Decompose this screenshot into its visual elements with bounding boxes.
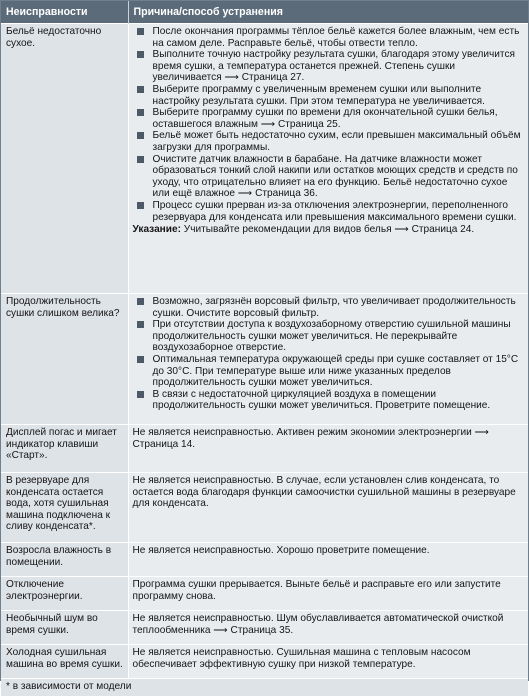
list-item: Выберите программу сушки по времени для окончательной сушки белья, оставшегося влажным ⟶ Страница 25. bbox=[133, 107, 526, 130]
bullet-square-icon bbox=[137, 156, 144, 163]
bullet-square-icon bbox=[137, 298, 144, 305]
fault-cell: В резервуаре для конденсата остается вода, хотя сушильная машина подключена к сливу конденсата*. bbox=[1, 473, 128, 543]
bullet-square-icon bbox=[137, 28, 144, 35]
fault-cell: Дисплей погас и мигает индикатор клавиши «Старт». bbox=[1, 425, 128, 473]
list-item: В связи с недостаточной циркуляцией воздуха в помещении продолжительность сушки может увеличиться. Проветрите помещение. bbox=[133, 389, 526, 412]
list-item: При отсутствии доступа к воздухозаборному отверстию сушильной машины продолжительность сушки может увеличиться. Не перекрывайте воздухозаборное отверстие. bbox=[133, 319, 526, 354]
cause-cell bbox=[128, 24, 528, 294]
bullet-square-icon bbox=[137, 51, 144, 58]
footnote: * в зависимости от модели bbox=[1, 679, 528, 696]
table-row bbox=[1, 577, 528, 611]
header-faults: Неисправности bbox=[1, 1, 128, 24]
table-row bbox=[1, 425, 528, 473]
fault-cell: Необычный шум во время сушки. bbox=[1, 611, 128, 645]
bullet-square-icon bbox=[137, 391, 144, 398]
cause-cell: Не является неисправностью. Шум обуславливается автоматической очисткой теплообменника ⟶ Страница 35. bbox=[128, 611, 528, 645]
header-cause-remedy: Причина/способ устранения bbox=[128, 1, 528, 24]
table-row bbox=[1, 473, 528, 543]
note-label: Указание: bbox=[132, 224, 181, 236]
fault-cell: Отключение электроэнергии. bbox=[1, 577, 128, 611]
list-item: Очистите датчик влажности в барабане. На датчике влажности может образоваться тонкий слой накипи или остатков моющих средств и средств по уходу, что отрицательно влияет на его функцию. Бельё недостаточно сухое или ещё влажное ⟶ Страница 36. bbox=[133, 154, 526, 200]
table-row bbox=[1, 611, 528, 645]
bullet-square-icon bbox=[137, 202, 144, 209]
list-item: Выберите программу с увеличенным временем сушки или выполните настройку результата сушки. При этом температура не увеличивается. bbox=[133, 84, 526, 107]
fault-cell: Возросла влажность в помещении. bbox=[1, 543, 128, 577]
list-item: После окончания программы тёплое бельё кажется более влажным, чем есть на самом деле. Расправьте бельё, чтобы отвести тепло. bbox=[133, 26, 526, 49]
list-item: Возможно, загрязнён ворсовый фильтр, что увеличивает продолжительность сушки. Очистите ворсовый фильтр. bbox=[133, 296, 526, 319]
troubleshooting-table bbox=[1, 1, 528, 696]
list-item: Оптимальная температура окружающей среды при сушке составляет от 15°C до 30°C. При температуре выше или ниже указанных пределов продолжительность сушки может увеличиться. bbox=[133, 354, 526, 389]
note-text: Учитывайте рекомендации для видов белья ⟶ Страница 24. bbox=[183, 224, 475, 236]
fault-cell: Продолжительность сушки слишком велика? bbox=[1, 294, 128, 425]
cause-cell: Не является неисправностью. В случае, если установлен слив конденсата, то остается вода благодаря функции самоочистки сушильной машины в резервуаре для конденсата. bbox=[128, 473, 528, 543]
table-row bbox=[1, 645, 528, 679]
list-item: Процесс сушки прерван из-за отключения электроэнергии, переполненного резервуара для конденсата или превышения максимального времени сушки. bbox=[133, 200, 526, 223]
bullet-square-icon bbox=[137, 132, 144, 139]
bullet-square-icon bbox=[137, 86, 144, 93]
bullet-square-icon bbox=[137, 109, 144, 116]
footnote-row bbox=[1, 679, 528, 696]
table-row bbox=[1, 543, 528, 577]
bullet-square-icon bbox=[137, 321, 144, 328]
cause-cell bbox=[128, 294, 528, 425]
list-item: Выполните точную настройку результата сушки, благодаря этому увеличится время сушки, а температура останется прежней. Степень сушки увеличивается ⟶ Страница 27. bbox=[133, 49, 526, 84]
cause-cell: Программа сушки прерывается. Выньте бельё и расправьте его или запустите программу снова. bbox=[128, 577, 528, 611]
cause-cell: Не является неисправностью. Сушильная машина с тепловым насосом обеспечивает эффективную сушку при низкой температуре. bbox=[128, 645, 528, 679]
table-header-row bbox=[1, 1, 528, 24]
fault-cell: Бельё недостаточно сухое. bbox=[1, 24, 128, 294]
table-row bbox=[1, 24, 528, 294]
list-item: Бельё может быть недостаточно сухим, если превышен максимальный объём загрузки для программы. bbox=[133, 130, 526, 153]
remedy-list bbox=[133, 26, 526, 236]
table-row bbox=[1, 294, 528, 425]
note-item bbox=[133, 224, 526, 236]
cause-cell: Не является неисправностью. Хорошо проветрите помещение. bbox=[128, 543, 528, 577]
remedy-list bbox=[133, 296, 526, 412]
cause-cell: Не является неисправностью. Активен режим экономии электроэнергии ⟶ Страница 14. bbox=[128, 425, 528, 473]
fault-cell: Холодная сушильная машина во время сушки. bbox=[1, 645, 128, 679]
bullet-square-icon bbox=[137, 356, 144, 363]
